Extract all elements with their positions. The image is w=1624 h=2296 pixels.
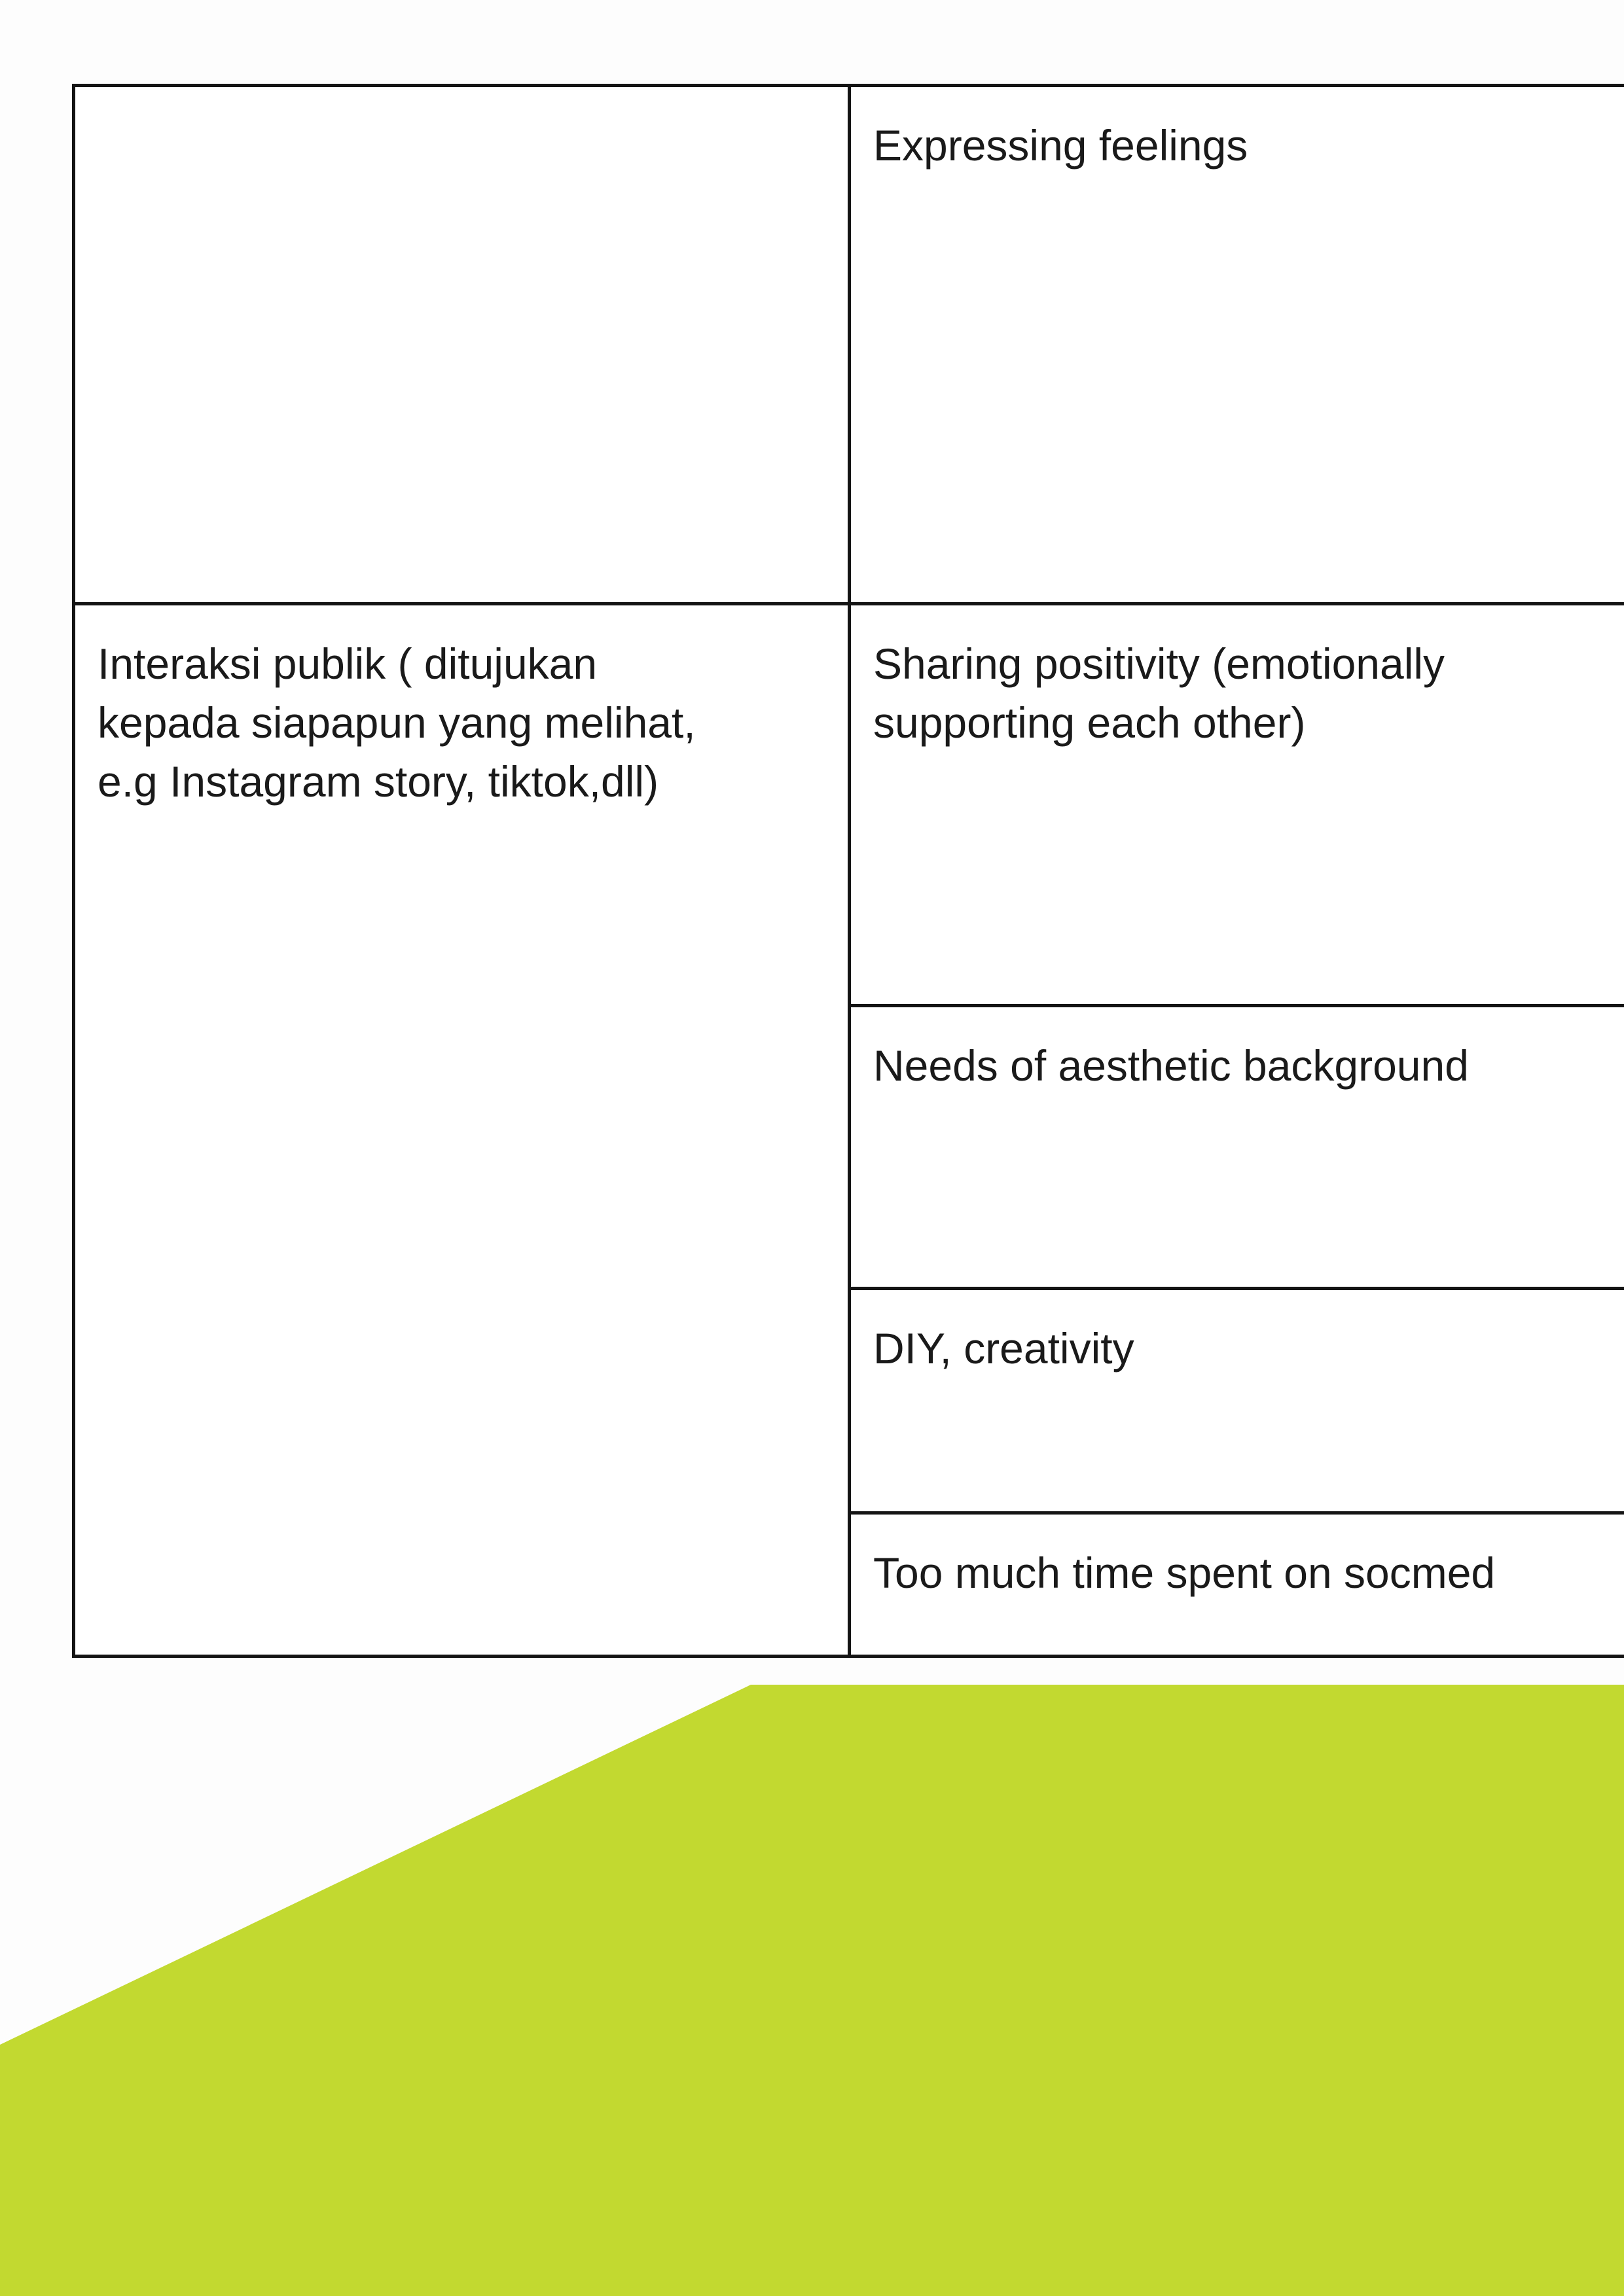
table-container — [72, 84, 1624, 1658]
item-cell — [850, 604, 1624, 1006]
category-table — [72, 84, 1624, 1658]
item-text: Expressing feelings — [873, 121, 1248, 170]
table-row — [74, 604, 1624, 1006]
category-text: Interaksi publik ( ditujukan kepada siapapun yang melihat, e.g Instagram story, tiktok,dll) — [98, 639, 696, 806]
item-text: Too much time spent on socmed — [873, 1549, 1496, 1597]
table-row — [74, 86, 1624, 604]
category-cell-empty — [74, 86, 850, 604]
item-text: Needs of aesthetic background — [873, 1041, 1469, 1090]
item-cell — [850, 1006, 1624, 1289]
item-cell — [850, 1289, 1624, 1513]
item-text: Sharing positivity (emotionally supporting each other) — [873, 639, 1445, 747]
item-cell — [850, 86, 1624, 604]
category-cell-public-interaction — [74, 604, 850, 1657]
green-accent-shape — [0, 1685, 1624, 2296]
item-text: DIY, creativity — [873, 1324, 1134, 1372]
item-cell — [850, 1513, 1624, 1657]
